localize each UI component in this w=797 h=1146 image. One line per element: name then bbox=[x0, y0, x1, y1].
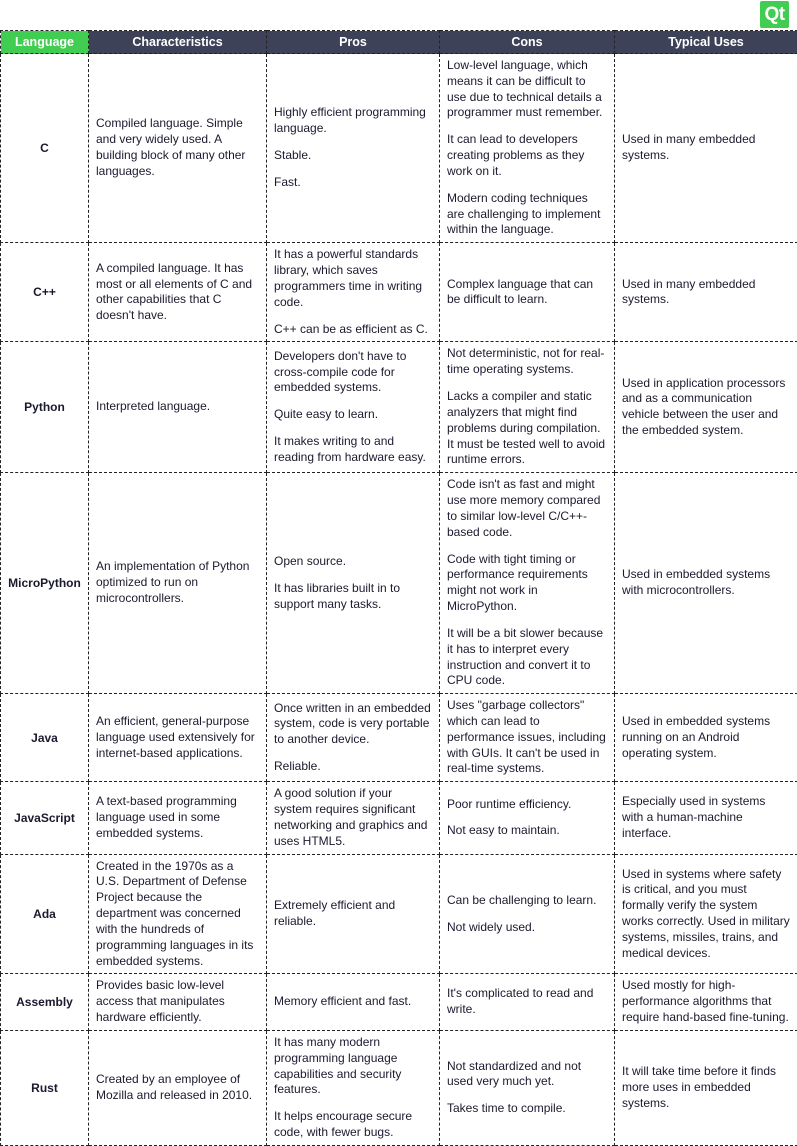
paragraph: Interpreted language. bbox=[96, 399, 259, 415]
characteristics-cell bbox=[89, 54, 267, 243]
table-header-row bbox=[1, 31, 797, 54]
table-row bbox=[1, 473, 797, 694]
paragraph: Uses "garbage collectors" which can lead to performance issues, including with GUIs. It can't be used in real-time systems. bbox=[447, 698, 607, 777]
paragraph: A compiled language. It has most or all elements of C and other capabilities that C doesn't have. bbox=[96, 261, 259, 324]
table-row bbox=[1, 694, 797, 782]
column-header-typical-uses[interactable]: Typical Uses bbox=[615, 31, 797, 54]
paragraph: Lacks a compiler and static analyzers that might find problems during compilation. It must be tested well to avoid runtime errors. bbox=[447, 389, 607, 468]
characteristics-cell bbox=[89, 694, 267, 782]
paragraph: Reliable. bbox=[274, 759, 432, 775]
column-header-cons[interactable]: Cons bbox=[440, 31, 615, 54]
paragraph: Used in embedded systems running on an Android operating system. bbox=[622, 714, 790, 761]
language-name-cell: Ada bbox=[1, 854, 89, 974]
programming-languages-table bbox=[0, 30, 797, 1146]
pros-cell bbox=[267, 694, 440, 782]
paragraph: Compiled language. Simple and very widely used. A building block of many other languages. bbox=[96, 116, 259, 179]
paragraph: It has libraries built in to support many tasks. bbox=[274, 581, 432, 613]
paragraph: Highly efficient programming language. bbox=[274, 105, 432, 137]
characteristics-cell bbox=[89, 782, 267, 854]
language-name-cell: Rust bbox=[1, 1030, 89, 1145]
paragraph: Developers don't have to cross-compile code for embedded systems. bbox=[274, 349, 432, 396]
cons-cell bbox=[440, 473, 615, 694]
paragraph: It has a powerful standards library, which saves programmers time in writing code. bbox=[274, 247, 432, 310]
paragraph: Created by an employee of Mozilla and released in 2010. bbox=[96, 1072, 259, 1104]
paragraph: A text-based programming language used in some embedded systems. bbox=[96, 794, 259, 841]
cons-cell bbox=[440, 342, 615, 473]
pros-cell bbox=[267, 473, 440, 694]
table-header bbox=[1, 31, 797, 54]
column-header-language[interactable]: Language bbox=[1, 31, 89, 54]
qt-logo-icon: Qt bbox=[760, 1, 789, 28]
paragraph: Memory efficient and fast. bbox=[274, 994, 432, 1010]
pros-cell bbox=[267, 243, 440, 342]
pros-cell bbox=[267, 342, 440, 473]
paragraph: Code with tight timing or performance requirements might not work in MicroPython. bbox=[447, 552, 607, 615]
paragraph: It will be a bit slower because it has to interpret every instruction and convert it to CPU code. bbox=[447, 626, 607, 689]
pros-cell bbox=[267, 782, 440, 854]
characteristics-cell bbox=[89, 854, 267, 974]
pros-cell bbox=[267, 54, 440, 243]
paragraph: It has many modern programming language capabilities and security features. bbox=[274, 1035, 432, 1098]
paragraph: Complex language that can be difficult to learn. bbox=[447, 277, 607, 309]
paragraph: Can be challenging to learn. bbox=[447, 893, 607, 909]
language-name-cell: Java bbox=[1, 694, 89, 782]
paragraph: Used in systems where safety is critical, and you must formally verify the system works correctly. Used in military systems, missiles, trains, and medical devices. bbox=[622, 867, 790, 962]
table-row bbox=[1, 974, 797, 1030]
table-body bbox=[1, 54, 797, 1146]
paragraph: An efficient, general-purpose language used extensively for internet-based applications. bbox=[96, 714, 259, 761]
cons-cell bbox=[440, 782, 615, 854]
paragraph: Code isn't as fast and might use more memory compared to similar low-level C/C++-based code. bbox=[447, 477, 607, 540]
paragraph: Used mostly for high-performance algorithms that require hand-based fine-tuning. bbox=[622, 978, 790, 1025]
paragraph: Modern coding techniques are challenging to implement within the language. bbox=[447, 191, 607, 238]
table-row bbox=[1, 782, 797, 854]
cons-cell bbox=[440, 694, 615, 782]
characteristics-cell bbox=[89, 974, 267, 1030]
paragraph: Takes time to compile. bbox=[447, 1101, 607, 1117]
uses-cell bbox=[615, 782, 797, 854]
paragraph: Used in application processors and as a communication vehicle between the user and the embedded system. bbox=[622, 376, 790, 439]
language-name-cell: JavaScript bbox=[1, 782, 89, 854]
language-name-cell: MicroPython bbox=[1, 473, 89, 694]
cons-cell bbox=[440, 54, 615, 243]
cons-cell bbox=[440, 243, 615, 342]
language-name-cell: C++ bbox=[1, 243, 89, 342]
paragraph: Poor runtime efficiency. bbox=[447, 797, 607, 813]
paragraph: Used in many embedded systems. bbox=[622, 277, 790, 309]
uses-cell bbox=[615, 342, 797, 473]
paragraph: It helps encourage secure code, with fewer bugs. bbox=[274, 1109, 432, 1141]
table-row bbox=[1, 854, 797, 974]
paragraph: Quite easy to learn. bbox=[274, 407, 432, 423]
column-header-characteristics[interactable]: Characteristics bbox=[89, 31, 267, 54]
paragraph: It's complicated to read and write. bbox=[447, 986, 607, 1018]
characteristics-cell bbox=[89, 342, 267, 473]
column-header-pros[interactable]: Pros bbox=[267, 31, 440, 54]
uses-cell bbox=[615, 54, 797, 243]
paragraph: Provides basic low-level access that manipulates hardware efficiently. bbox=[96, 978, 259, 1025]
paragraph: Not easy to maintain. bbox=[447, 823, 607, 839]
paragraph: Extremely efficient and reliable. bbox=[274, 898, 432, 930]
paragraph: Used in many embedded systems. bbox=[622, 132, 790, 164]
uses-cell bbox=[615, 694, 797, 782]
pros-cell bbox=[267, 854, 440, 974]
table-row bbox=[1, 342, 797, 473]
paragraph: Fast. bbox=[274, 175, 432, 191]
paragraph: It can lead to developers creating problems as they work on it. bbox=[447, 132, 607, 179]
pros-cell bbox=[267, 974, 440, 1030]
paragraph: Not deterministic, not for real-time operating systems. bbox=[447, 346, 607, 378]
cons-cell bbox=[440, 974, 615, 1030]
characteristics-cell bbox=[89, 243, 267, 342]
paragraph: Low-level language, which means it can be difficult to use due to technical details a programmer must remember. bbox=[447, 58, 607, 121]
paragraph: C++ can be as efficient as C. bbox=[274, 322, 432, 338]
paragraph: It will take time before it finds more uses in embedded systems. bbox=[622, 1064, 790, 1111]
paragraph: Once written in an embedded system, code is very portable to another device. bbox=[274, 701, 432, 748]
language-name-cell: Assembly bbox=[1, 974, 89, 1030]
uses-cell bbox=[615, 854, 797, 974]
paragraph: An implementation of Python optimized to run on microcontrollers. bbox=[96, 559, 259, 606]
paragraph: Open source. bbox=[274, 554, 432, 570]
paragraph: Used in embedded systems with microcontrollers. bbox=[622, 567, 790, 599]
paragraph: Especially used in systems with a human-machine interface. bbox=[622, 794, 790, 841]
language-name-cell: Python bbox=[1, 342, 89, 473]
uses-cell bbox=[615, 974, 797, 1030]
paragraph: A good solution if your system requires significant networking and graphics and uses HTML5. bbox=[274, 786, 432, 849]
paragraph: Not widely used. bbox=[447, 920, 607, 936]
uses-cell bbox=[615, 473, 797, 694]
paragraph: Created in the 1970s as a U.S. Department of Defense Project because the department was concerned with the hundreds of programming languages in its embedded systems. bbox=[96, 859, 259, 970]
table-row bbox=[1, 54, 797, 243]
uses-cell bbox=[615, 243, 797, 342]
table-row bbox=[1, 243, 797, 342]
logo-strip bbox=[0, 0, 797, 30]
cons-cell bbox=[440, 854, 615, 974]
paragraph: Stable. bbox=[274, 148, 432, 164]
language-name-cell: C bbox=[1, 54, 89, 243]
paragraph: It makes writing to and reading from hardware easy. bbox=[274, 434, 432, 466]
paragraph: Not standardized and not used very much yet. bbox=[447, 1059, 607, 1091]
characteristics-cell bbox=[89, 473, 267, 694]
